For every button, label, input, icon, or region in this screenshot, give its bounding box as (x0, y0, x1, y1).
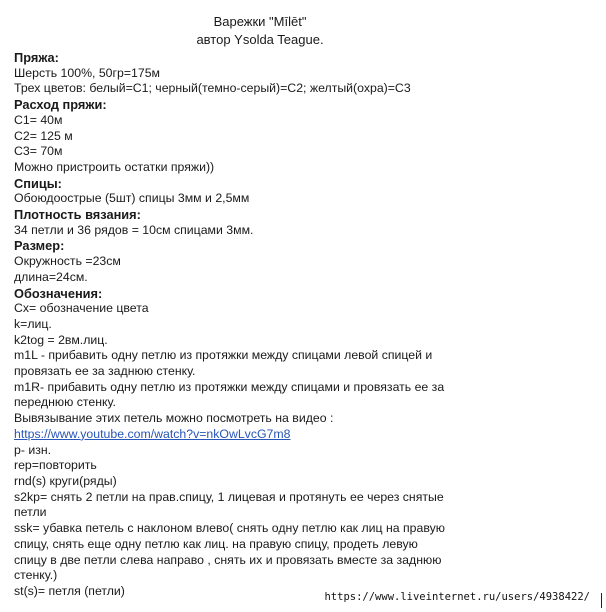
text-cursor (601, 593, 602, 608)
source-watermark: https://www.liveinternet.ru/users/4938422/ (324, 591, 590, 603)
text-line: С2= 125 м (14, 128, 73, 143)
text-line: петли (14, 505, 47, 520)
text-line: p- изн. (14, 442, 52, 457)
document-title: Варежки "Mīlēt" (213, 14, 307, 29)
text-line: спицу в две петли слева направо , снять их и провязать вместе за заднюю (14, 552, 442, 567)
section-heading: Плотность вязания: (14, 207, 141, 223)
text-line: 34 петли и 36 рядов = 10см спицами 3мм. (14, 222, 254, 237)
text-line: Вывязывание этих петель можно посмотреть на видео : (14, 411, 334, 426)
text-line: Сх= обозначение цвета (14, 301, 149, 316)
section-heading: Спицы: (14, 175, 62, 191)
text-line: Можно пристроить остатки пряжи)) (14, 159, 215, 174)
text-line: rep=повторить (14, 458, 97, 473)
document-author: автор Ysolda Teague. (196, 32, 324, 47)
section-heading: Пряжа: (14, 50, 59, 65)
text-line: длина=24см. (14, 269, 88, 284)
text-line: С1= 40м (14, 112, 63, 127)
text-line: С3= 70м (14, 144, 63, 159)
text-line: k2tog = 2вм.лиц. (14, 332, 108, 347)
text-line: ssk= убавка петель с наклоном влево( снять одну петлю как лиц на правую (14, 521, 445, 536)
text-line: Трех цветов: белый=С1; черный(темно-серый)=С2; желтый(охра)=С3 (14, 81, 411, 96)
section-heading: Размер: (14, 238, 65, 254)
text-line: m1L - прибавить одну петлю из протяжки между спицами левой спицей и (14, 348, 433, 363)
text-line: m1R- прибавить одну петлю из протяжки между спицами и провязать ее за (14, 379, 445, 394)
section-heading: Обозначения: (14, 285, 103, 301)
text-line: Шерсть 100%, 50гр=175м (14, 65, 160, 80)
section-heading: Расход пряжи: (14, 97, 107, 113)
text-line: st(s)= петля (петли) (14, 583, 125, 598)
text-line: Обоюдоострые (5шт) спицы 3мм и 2,5мм (14, 191, 250, 206)
text-line: спицу, снять еще одну петлю как лиц. на правую спицу, продеть левую (14, 536, 418, 551)
video-link[interactable]: https://www.youtube.com/watch?v=nkOwLvcG7m8 (14, 426, 291, 441)
text-line: k=лиц. (14, 316, 52, 331)
text-line: rnd(s) круги(ряды) (14, 473, 117, 488)
text-line: провязать ее за заднюю стенку. (14, 364, 196, 379)
text-line: s2kp= снять 2 петли на прав.спицу, 1 лицевая и протянуть ее через снятые (14, 489, 444, 504)
text-line: стенку.) (14, 568, 58, 583)
document-body (14, 50, 594, 600)
text-line: Окружность =23см (14, 254, 121, 269)
text-line: переднюю стенку. (14, 395, 116, 410)
